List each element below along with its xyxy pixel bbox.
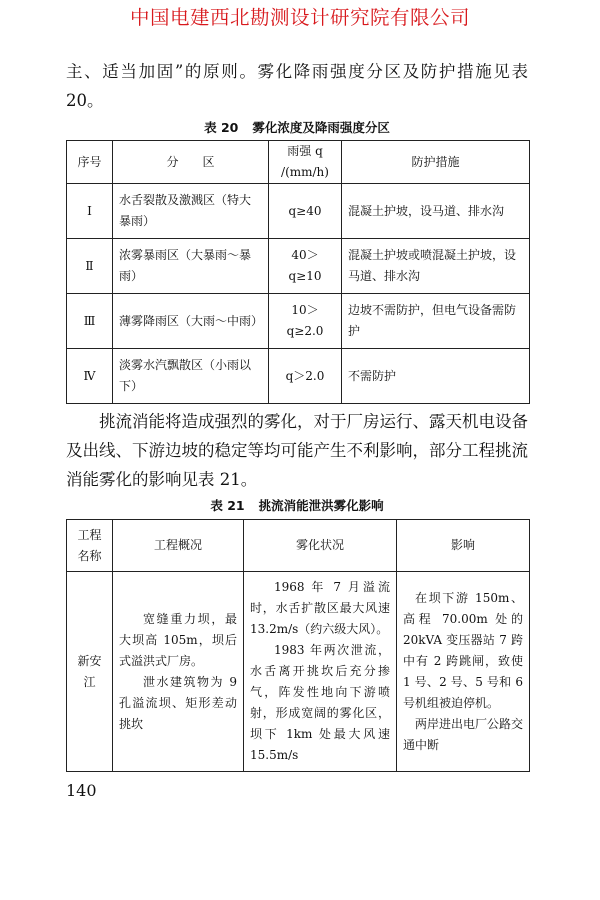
intro-paragraph: 主、适当加固”的原则。雾化降雨强度分区及防护措施见表 20。 [66, 62, 528, 110]
header-fog: 雾化状况 [244, 520, 397, 572]
row-overview [113, 572, 244, 772]
table-row [67, 239, 530, 294]
row-zone: 淡雾水汽飘散区（小雨以下） [113, 349, 269, 404]
overview-line: 泄水建筑物为 9 孔溢流坝、矩形差动挑坎 [119, 674, 237, 731]
row-measure: 边坡不需防护，但电气设备需防护 [342, 294, 530, 349]
table-20-header-row [67, 141, 530, 184]
table-20-number: 表 20 [204, 120, 239, 135]
table-21-header-row [67, 520, 530, 572]
row-rain: q＞2.0 [269, 349, 342, 404]
table-21-title: 挑流消能泄洪雾化影响 [258, 498, 384, 513]
effect-line: 两岸进出电厂公路交通中断 [403, 716, 524, 752]
row-name: 新安江 [67, 572, 113, 772]
table-20-title: 雾化浓度及降雨强度分区 [252, 120, 390, 135]
header-name: 工程名称 [67, 520, 113, 572]
row-seq: Ⅲ [67, 294, 113, 349]
table-21-number: 表 21 [210, 498, 245, 513]
header-rain: 雨强 q /(mm/h) [269, 141, 342, 184]
row-seq: Ⅱ [67, 239, 113, 294]
row-measure: 不需防护 [342, 349, 530, 404]
header-zone: 分 区 [113, 141, 269, 184]
header-effect: 影响 [397, 520, 530, 572]
row-seq: Ⅳ [67, 349, 113, 404]
row-rain: 40＞q≥10 [269, 239, 342, 294]
row-effect [397, 572, 530, 772]
header-seq: 序号 [67, 141, 113, 184]
row-zone: 水舌裂散及激溅区（特大暴雨） [113, 184, 269, 239]
table-row [67, 294, 530, 349]
fog-line: 1983 年两次泄流，水舌离开挑坎后充分掺气，阵发性地向下游喷射，形成宽阔的雾化区，坝下 1km 处最大风速 15.5m/s [250, 643, 390, 762]
row-rain: q≥40 [269, 184, 342, 239]
row-measure: 混凝土护坡，设马道、排水沟 [342, 184, 530, 239]
body-paragraph: 挑流消能将造成强烈的雾化，对于厂房运行、露天机电设备及出线、下游边坡的稳定等均可能产生不利影响，部分工程挑流消能雾化的影响见表 21。 [66, 412, 528, 489]
fog-line: 1968 年 7 月溢流时，水舌扩散区最大风速 13.2m/s（约六级大风）。 [250, 580, 390, 636]
row-measure: 混凝土护坡或喷混凝土护坡，设马道、排水沟 [342, 239, 530, 294]
publisher-header: 中国电建西北勘测设计研究院有限公司 [129, 6, 470, 29]
row-rain: 10＞q≥2.0 [269, 294, 342, 349]
page-number: 140 [66, 781, 97, 800]
row-fog [244, 572, 397, 772]
row-zone: 薄雾降雨区（大雨～中雨） [113, 294, 269, 349]
table-20-caption [66, 118, 528, 136]
table-row [67, 184, 530, 239]
header-measure: 防护措施 [342, 141, 530, 184]
row-zone: 浓雾暴雨区（大暴雨～暴雨） [113, 239, 269, 294]
table-20 [66, 140, 530, 404]
header-overview: 工程概况 [113, 520, 244, 572]
table-row [67, 349, 530, 404]
row-seq: Ⅰ [67, 184, 113, 239]
table-row [67, 572, 530, 772]
effect-line: 在坝下游 150m、高程 70.00m 处的 20kVA 变压器站 7 跨中有 2 跨跳闸，致使 1 号、2 号、5 号和 6 号机组被迫停机。 [403, 590, 523, 710]
overview-line: 宽缝重力坝，最大坝高 105m，坝后式溢洪式厂房。 [119, 611, 237, 668]
table-21-caption [66, 496, 528, 514]
table-21 [66, 519, 530, 772]
